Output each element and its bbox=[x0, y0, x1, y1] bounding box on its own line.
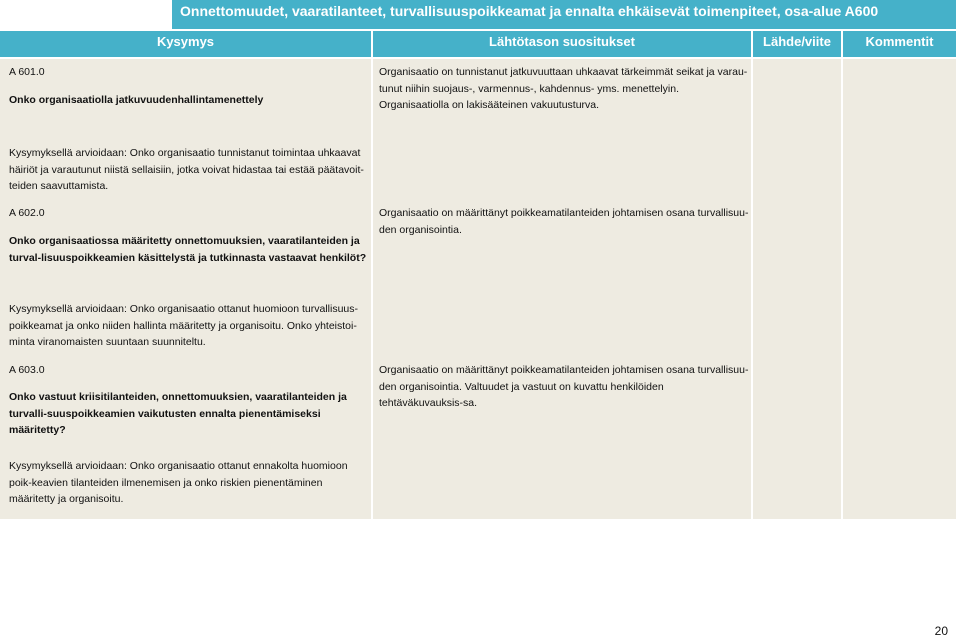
assessment-text: Kysymyksellä arvioidaan: Onko organisaatio ottanut ennakolta huomioon poik-keavien tilanteiden ilmenemisen ja onko riskien pienentäminen määritetty ja organisoitu. bbox=[9, 460, 348, 505]
header-kysymys: Kysymys bbox=[0, 31, 371, 57]
assessment-text: Kysymyksellä arvioidaan: Onko organisaatio ottanut huomioon turvallisuus-poikkeamat ja onko niiden hallinta määritetty ja organisoitu. Onko yhteistoi-minta viranomaisten suuntaan suunniteltu. bbox=[9, 303, 359, 348]
recommendation-text: Organisaatio on määrittänyt poikkeamatilanteiden johtamisen osana turvallisuu-den organisointia. bbox=[379, 207, 749, 236]
recommendation-text: Organisaatio on tunnistanut jatkuvuuttaan uhkaavat tärkeimmät seikat ja varau-tunut niihin suojaus-, varmennus-, kahdennus- yms. menettelyin. Organisaatiolla on lakisääteinen vakuutusturva. bbox=[379, 66, 748, 111]
header-suositukset: Lähtötason suositukset bbox=[373, 31, 751, 57]
column-kysymys bbox=[0, 59, 371, 519]
header-kommentit: Kommentit bbox=[843, 31, 956, 57]
assessment-text: Kysymyksellä arvioidaan: Onko organisaatio tunnistanut toimintaa uhkaavat häiriöt ja varautunut niistä sellaisiin, jotka voivat hidastaa tai estää päätavoit-teiden saavuttamista. bbox=[9, 147, 364, 192]
column-lahde bbox=[753, 59, 841, 519]
header-lahde: Lähde/viite bbox=[753, 31, 841, 57]
column-kommentit bbox=[843, 59, 956, 519]
page-number: 20 bbox=[934, 624, 948, 638]
page-banner-title: Onnettomuudet, vaaratilanteet, turvallisuuspoikkeamat ja ennalta ehkäisevät toimenpiteet, osa-alue A600 bbox=[172, 0, 956, 29]
question-code: A 601.0 bbox=[9, 66, 45, 78]
question-text: Onko organisaatiossa määritetty onnettomuuksien, vaaratilanteiden ja turval-lisuuspoikkeamien käsittelystä ja tutkinnasta vastaavat henkilöt? bbox=[9, 235, 367, 264]
recommendation-text: Organisaatio on määrittänyt poikkeamatilanteiden johtamisen osana turvallisuu-den organisointia. Valtuudet ja vastuut on kuvattu henkilöiden tehtäväkuvauksis-sa. bbox=[379, 364, 749, 409]
question-text: Onko organisaatiolla jatkuvuudenhallintamenettely bbox=[9, 94, 264, 106]
question-code: A 602.0 bbox=[9, 207, 45, 219]
column-suositukset bbox=[373, 59, 751, 519]
question-code: A 603.0 bbox=[9, 364, 45, 376]
question-text: Onko vastuut kriisitilanteiden, onnettomuuksien, vaaratilanteiden ja turvalli-suuspoikkeamien vaikutusten ennalta pienentämiseksi määritetty? bbox=[9, 391, 347, 436]
